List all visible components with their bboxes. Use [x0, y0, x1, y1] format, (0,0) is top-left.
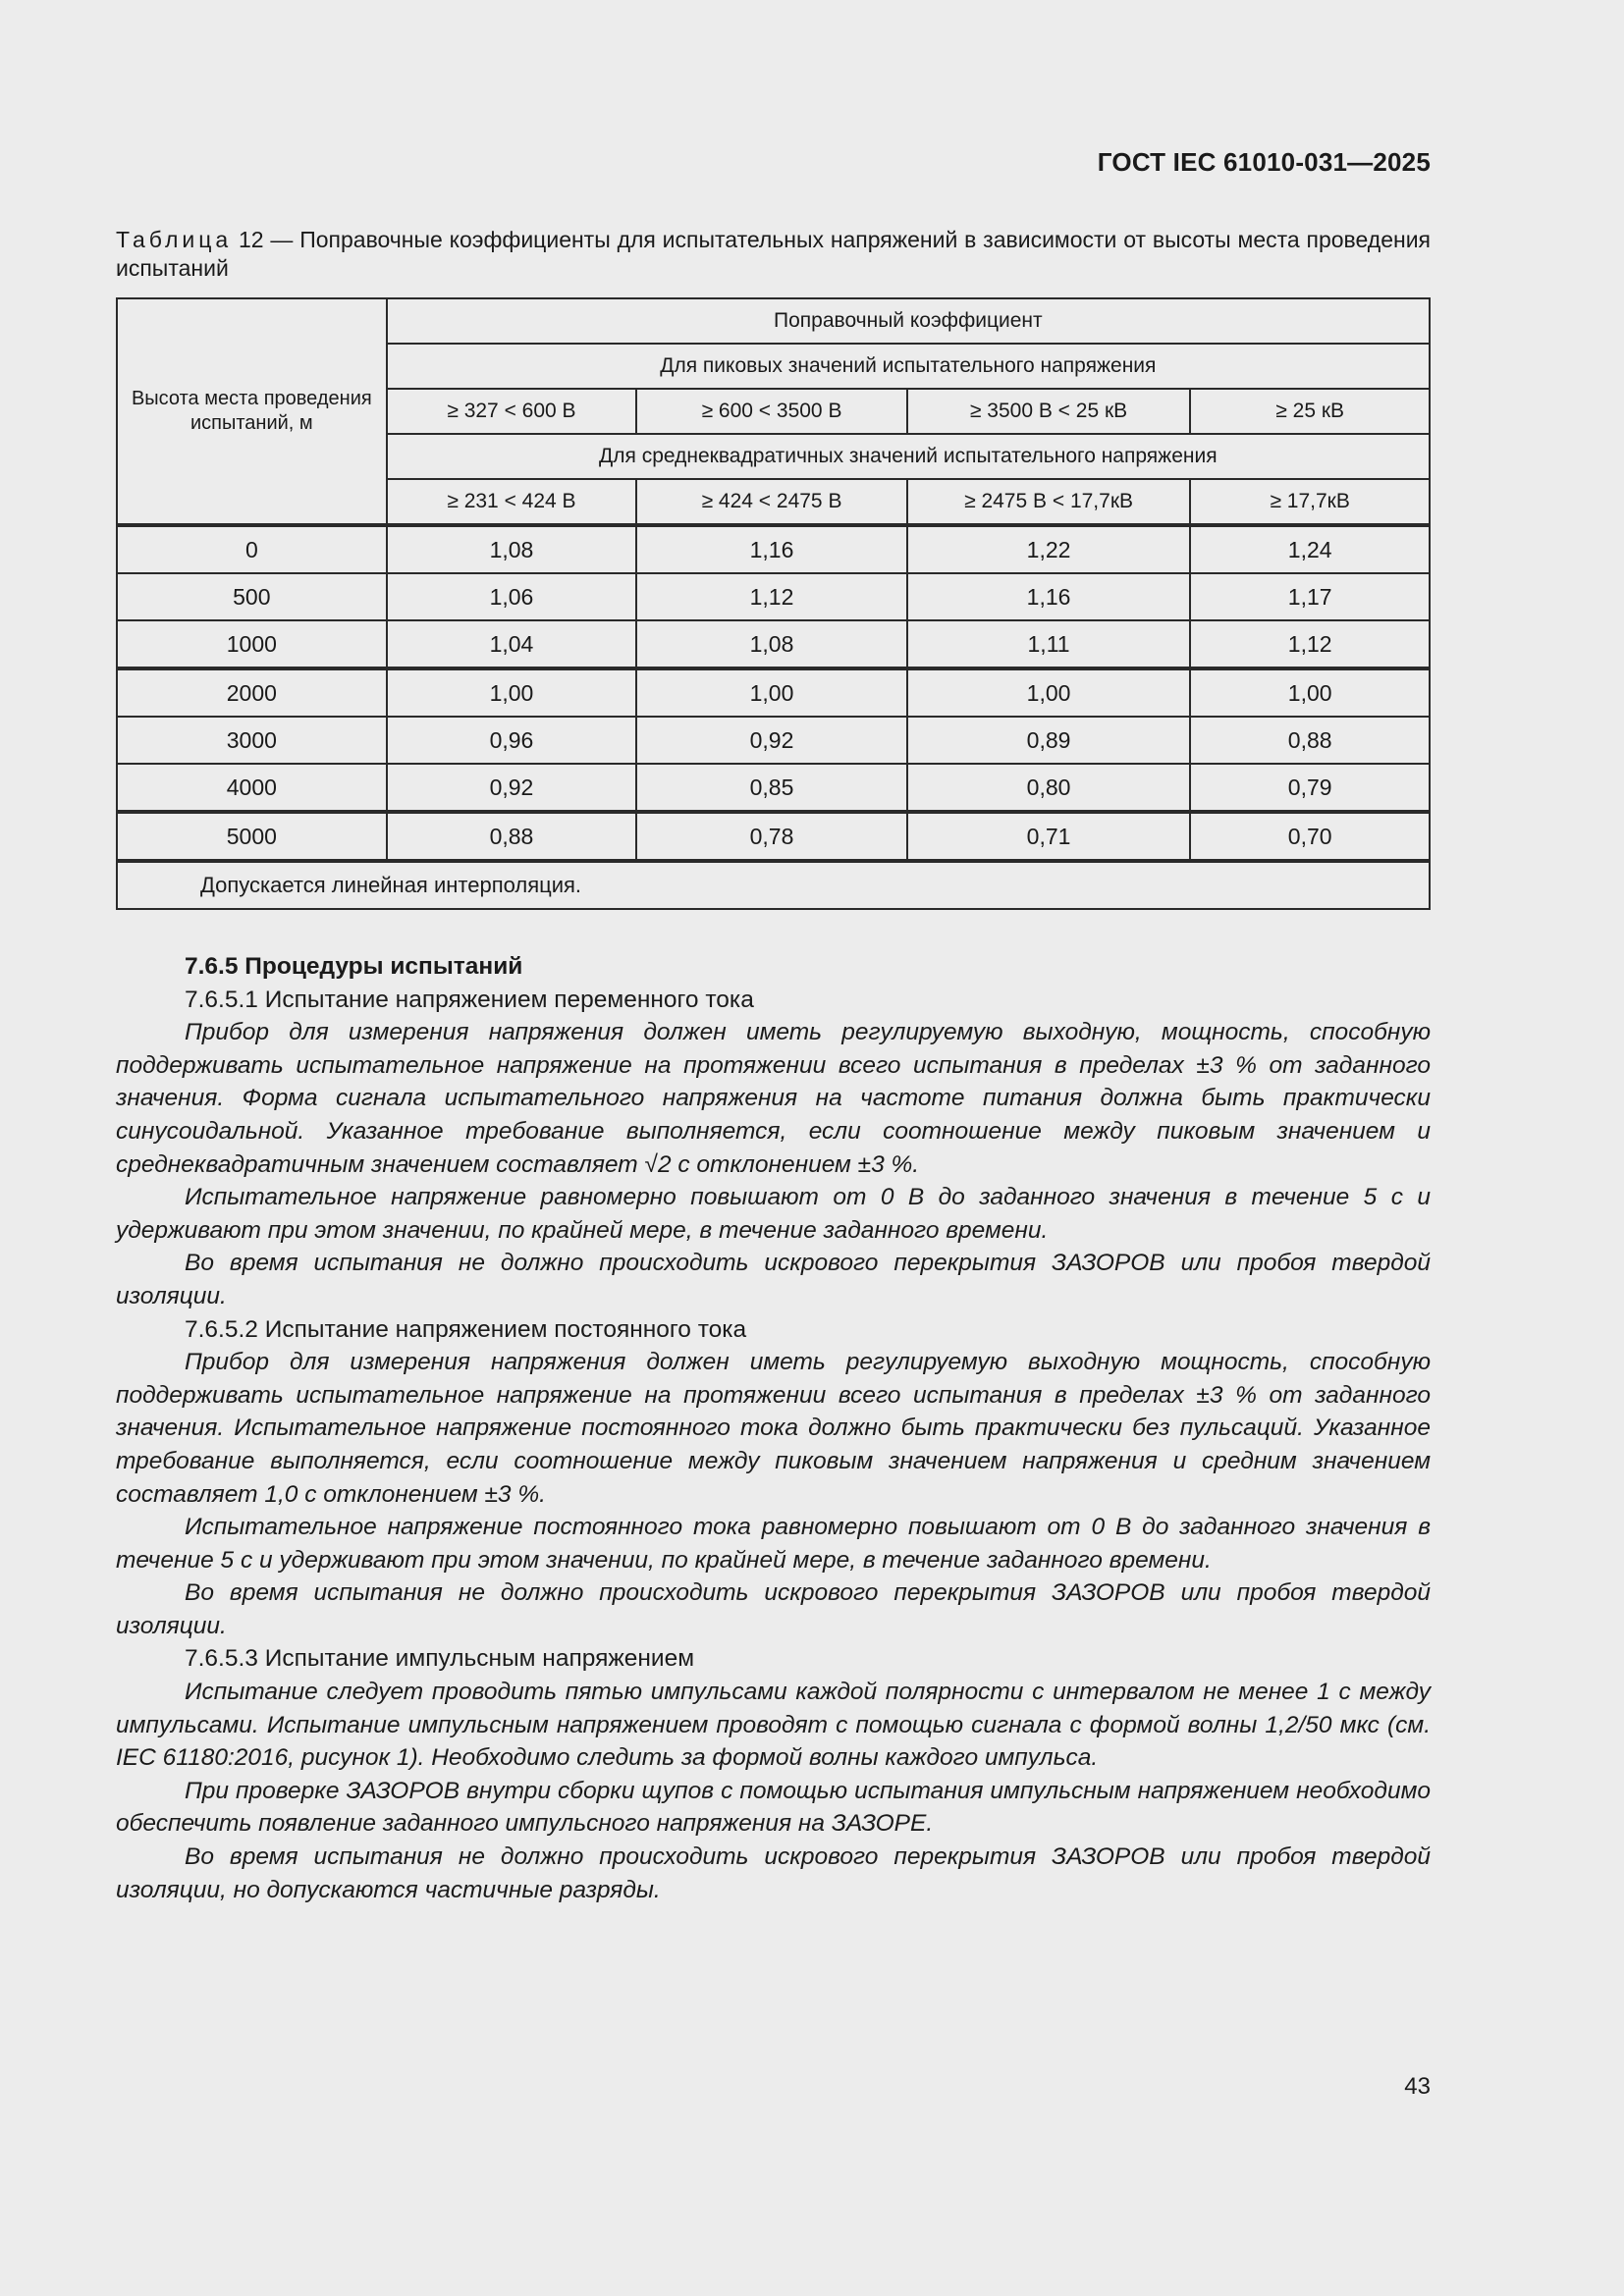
- subsection-heading: 7.6.5.1 Испытание напряжением переменного тока: [185, 986, 754, 1013]
- peak-range-header: ≥ 600 < 3500 В: [636, 389, 907, 434]
- table-cell: 0,88: [1190, 717, 1430, 764]
- table-cell: 0,85: [636, 764, 907, 812]
- table-cell: 1,24: [1190, 525, 1430, 573]
- table-row: [117, 620, 1430, 668]
- page-number: 43: [1404, 2073, 1431, 2100]
- rms-range-header: ≥ 424 < 2475 В: [636, 479, 907, 525]
- document-code: ГОСТ IEC 61010-031—2025: [1097, 147, 1431, 177]
- table-cell: 0,89: [907, 717, 1191, 764]
- peak-range-header: ≥ 3500 В < 25 кВ: [907, 389, 1191, 434]
- table-cell: 1,08: [636, 620, 907, 668]
- table-cell: 0,96: [387, 717, 637, 764]
- paragraph: Прибор для измерения напряжения должен иметь регулируемую выходную, мощность, способную поддерживать испытательное напряжение на протяжении всего испытания в пределах ±3 % от заданного значения. Форма сигнала испытательного напряжения на частоте питания должна быть практически синусоидальной. Указанное требование выполняется, если соотношение между пиковым значением и среднеквадратичным значением составляет √2 с отклонением ±3 %.: [116, 1019, 1431, 1178]
- paragraph: Испытание следует проводить пятью импульсами каждой полярности с интервалом не менее 1 с между импульсами. Испытание импульсным напряжением проводят с помощью сигнала с формой волны 1,2/50 мкс (см. IEC 61180:2016, рисунок 1). Необходимо следить за формой волны каждого импульса.: [116, 1679, 1431, 1772]
- table-cell: 1,17: [1190, 573, 1430, 620]
- correction-factor-table: [116, 297, 1431, 910]
- table-cell: 1,00: [387, 668, 637, 717]
- table-row: [117, 668, 1430, 717]
- table-row: [117, 717, 1430, 764]
- table-row: [117, 573, 1430, 620]
- table-cell: 1,00: [1190, 668, 1430, 717]
- table-cell: 0,79: [1190, 764, 1430, 812]
- table-row: [117, 764, 1430, 812]
- paragraph: Испытательное напряжение равномерно повышают от 0 В до заданного значения в течение 5 с и удерживают при этом значении, по крайней мере, в течение заданного времени.: [116, 1184, 1431, 1244]
- table-caption: [116, 226, 1431, 283]
- table-cell: 1,04: [387, 620, 637, 668]
- table-cell: 4000: [117, 764, 387, 812]
- table-cell: 1,00: [636, 668, 907, 717]
- rms-range-header: ≥ 231 < 424 В: [387, 479, 637, 525]
- table-caption-text: 12 — Поправочные коэффициенты для испытательных напряжений в зависимости от высоты места проведения испытаний: [116, 227, 1431, 281]
- paragraph: Прибор для измерения напряжения должен иметь регулируемую выходную мощность, способную поддерживать испытательное напряжение на протяжении всего испытания в пределах ±3 % от заданного значения. Испытательное напряжение постоянного тока должно быть практически без пульсаций. Указанное требование выполняется, если соотношение между пиковым значением напряжения и средним значением составляет 1,0 с отклонением ±3 %.: [116, 1349, 1431, 1508]
- peak-values-header: Для пиковых значений испытательного напряжения: [387, 344, 1430, 389]
- rms-range-header: ≥ 2475 В < 17,7кВ: [907, 479, 1191, 525]
- table-cell: 1,11: [907, 620, 1191, 668]
- table-cell: 1,08: [387, 525, 637, 573]
- table-cell: 0,92: [636, 717, 907, 764]
- table-cell: 0,92: [387, 764, 637, 812]
- table-cell: 1,12: [636, 573, 907, 620]
- paragraph: Во время испытания не должно происходить искрового перекрытия ЗАЗОРОВ или пробоя твердой изоляции.: [116, 1250, 1431, 1309]
- table-caption-label: Таблица: [116, 227, 233, 252]
- section-heading: 7.6.5 Процедуры испытаний: [185, 953, 523, 980]
- table-cell: 0,71: [907, 812, 1191, 861]
- table-cell: 0: [117, 525, 387, 573]
- paragraph: Испытательное напряжение постоянного тока равномерно повышают от 0 В до заданного значения в течение 5 с и удерживают при этом значении, по крайней мере, в течение заданного времени.: [116, 1514, 1431, 1574]
- table-row: [117, 525, 1430, 573]
- table-cell: 1,16: [907, 573, 1191, 620]
- table-cell: 0,80: [907, 764, 1191, 812]
- subsection-heading: 7.6.5.2 Испытание напряжением постоянного тока: [185, 1315, 747, 1343]
- paragraph: Во время испытания не должно происходить искрового перекрытия ЗАЗОРОВ или пробоя твердой изоляции.: [116, 1579, 1431, 1639]
- table-cell: 5000: [117, 812, 387, 861]
- table-row: [117, 812, 1430, 861]
- correction-factor-header: Поправочный коэффициент: [387, 298, 1430, 344]
- rms-range-header: ≥ 17,7кВ: [1190, 479, 1430, 525]
- table-cell: 3000: [117, 717, 387, 764]
- table-cell: 2000: [117, 668, 387, 717]
- table-note: Допускается линейная интерполяция.: [117, 861, 1430, 909]
- rms-values-header: Для среднеквадратичных значений испытательного напряжения: [387, 434, 1430, 479]
- peak-range-header: ≥ 327 < 600 В: [387, 389, 637, 434]
- table-cell: 0,78: [636, 812, 907, 861]
- table-cell: 0,70: [1190, 812, 1430, 861]
- peak-range-header: ≥ 25 кВ: [1190, 389, 1430, 434]
- table-cell: 1,22: [907, 525, 1191, 573]
- table-cell: 1,12: [1190, 620, 1430, 668]
- paragraph: Во время испытания не должно происходить искрового перекрытия ЗАЗОРОВ или пробоя твердой изоляции, но допускаются частичные разряды.: [116, 1843, 1431, 1903]
- table-cell: 1,16: [636, 525, 907, 573]
- table-cell: 1000: [117, 620, 387, 668]
- table-cell: 500: [117, 573, 387, 620]
- table-cell: 1,00: [907, 668, 1191, 717]
- paragraph: При проверке ЗАЗОРОВ внутри сборки щупов с помощью испытания импульсным напряжением необходимо обеспечить появление заданного импульсного напряжения на ЗАЗОРЕ.: [116, 1777, 1431, 1838]
- table-cell: 0,88: [387, 812, 637, 861]
- body-text: [116, 950, 1431, 1906]
- document-page: [116, 0, 1431, 2296]
- altitude-column-header: Высота места проведения испытаний, м: [117, 298, 387, 525]
- table-cell: 1,06: [387, 573, 637, 620]
- subsection-heading: 7.6.5.3 Испытание импульсным напряжением: [185, 1645, 695, 1673]
